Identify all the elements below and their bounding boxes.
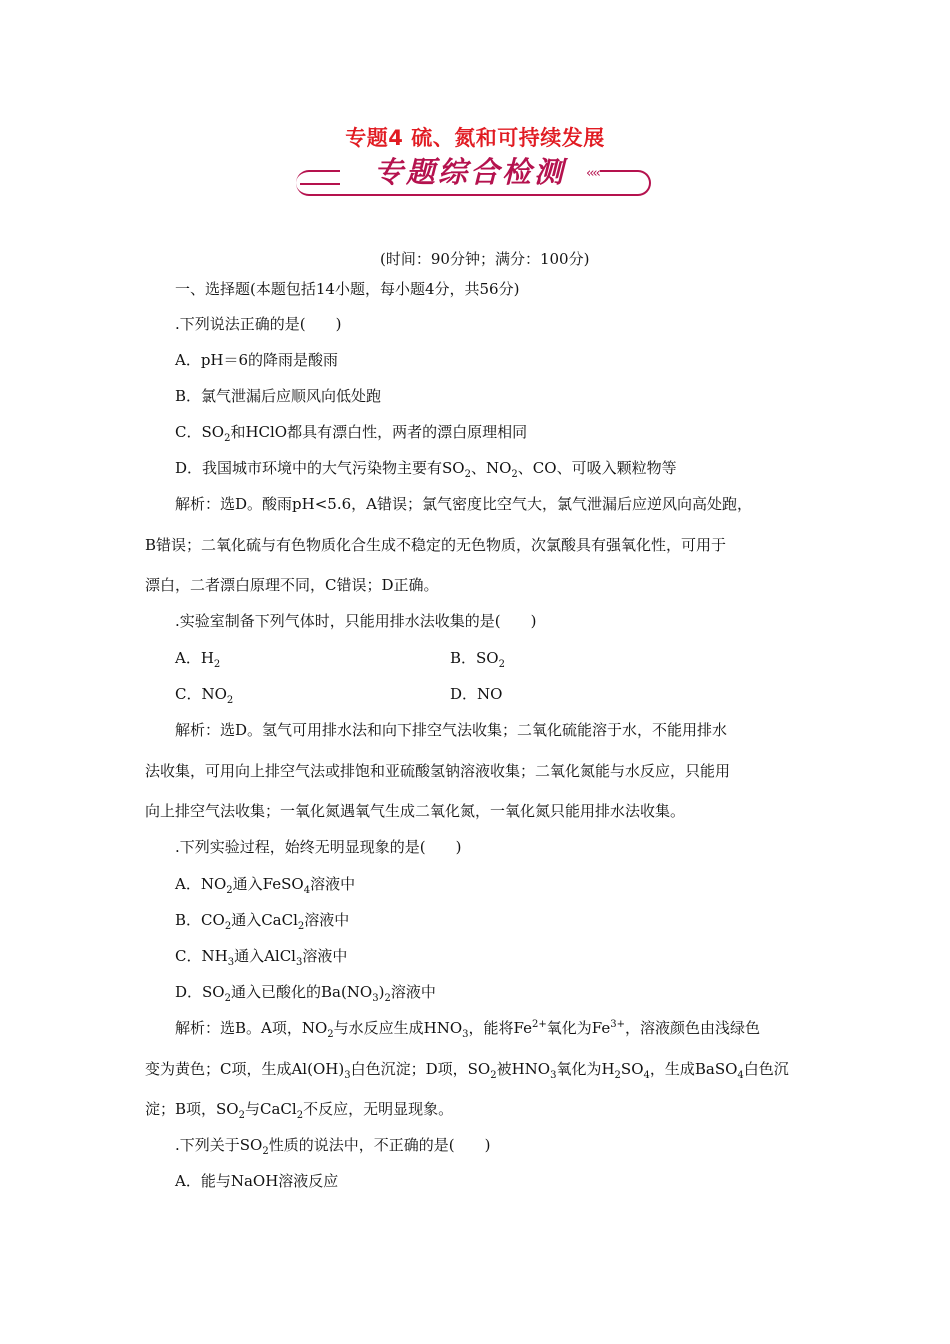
question-1-option-b: B．氯气泄漏后应顺风向低处跑 [175,387,382,405]
question-4-stem: .下列关于$SO_2$性质的说法中，不正确的是( ) [175,1136,491,1157]
banner-arrows-icon: ‹‹‹‹ [586,166,599,181]
question-2-option-a: A．$H_2$ [175,649,221,670]
section-heading: 一、选择题(本题包括14小题，每小题4分，共56分) [175,280,520,298]
question-1-analysis-line-2: B错误；二氧化硫与有色物质化合生成不稳定的无色物质，次氯酸具有强氧化性，可用于 [145,536,727,554]
question-4-option-a: A．能与NaOH溶液反应 [175,1172,339,1190]
question-3-analysis-line-3: 淀；B项，$SO_2$与CaCl$_2$不反应，无明显现象。 [145,1100,454,1121]
question-2-stem: .实验室制备下列气体时，只能用排水法收集的是( ) [175,612,537,630]
question-2-analysis-line-3: 向上排空气法收集；一氧化氮遇氧气生成二氧化氮，一氧化氮只能用排水法收集。 [145,802,686,820]
question-3-analysis-line-2: 变为黄色；C项，生成$Al(OH)_3$白色沉淀；D项，$SO_2$被$HNO_3$氧化为$H_2SO_4$，生成BaSO$_4$白色沉 [145,1060,789,1081]
question-3-option-b: B．$CO_2$通入CaCl$_2$溶液中 [175,911,350,932]
question-3-option-c: C．$NH_3$通入AlCl$_3$溶液中 [175,947,348,968]
question-2-option-d: D．NO [450,685,503,703]
banner-heading: 专题综合检测 [340,150,600,191]
question-2-analysis-line-1: 解析：选D。氢气可用排水法和向下排空气法收集；二氧化硫能溶于水，不能用排水 [175,721,728,739]
question-1-analysis-line-1: 解析：选D。酸雨pH<5.6，A错误；氯气密度比空气大，氯气泄漏后应逆风向高处跑， [175,495,752,513]
question-1-option-c: C．$SO_2$和HClO都具有漂白性，两者的漂白原理相同 [175,423,528,444]
question-2-analysis-line-2: 法收集，可用向上排空气法或排饱和亚硫酸氢钠溶液收集；二氧化氮能与水反应，只能用 [145,762,731,780]
question-3-analysis-line-1: 解析：选B。A项，$NO_2$与水反应生成$HNO_3$，能将$Fe^{2+}$氧化为$Fe^{3+}$，溶液颜色由浅绿色 [175,1019,760,1040]
question-3-stem: .下列实验过程，始终无明显现象的是( ) [175,838,462,856]
question-1-analysis-line-3: 漂白，二者漂白原理不同，C错误；D正确。 [145,576,439,594]
question-3-option-a: A．$NO_2$通入FeSO$_4$溶液中 [175,875,356,896]
time-info: (时间：90分钟；满分：100分) [380,250,590,268]
question-2-option-c: C．$NO_2$ [175,685,234,706]
question-1-stem: .下列说法正确的是( ) [175,315,342,333]
chapter-title: 专题4 硫、氮和可持续发展 [345,126,605,150]
question-1-option-a: A．pH＝6的降雨是酸雨 [175,351,339,369]
question-2-option-b: B．$SO_2$ [450,649,505,670]
question-3-option-d: D．$SO_2$通入已酸化的$Ba(NO_3)_2$溶液中 [175,983,436,1004]
question-1-option-d: D．我国城市环境中的大气污染物主要有$SO_2$、$NO_2$、CO、可吸入颗粒物等 [175,459,677,480]
